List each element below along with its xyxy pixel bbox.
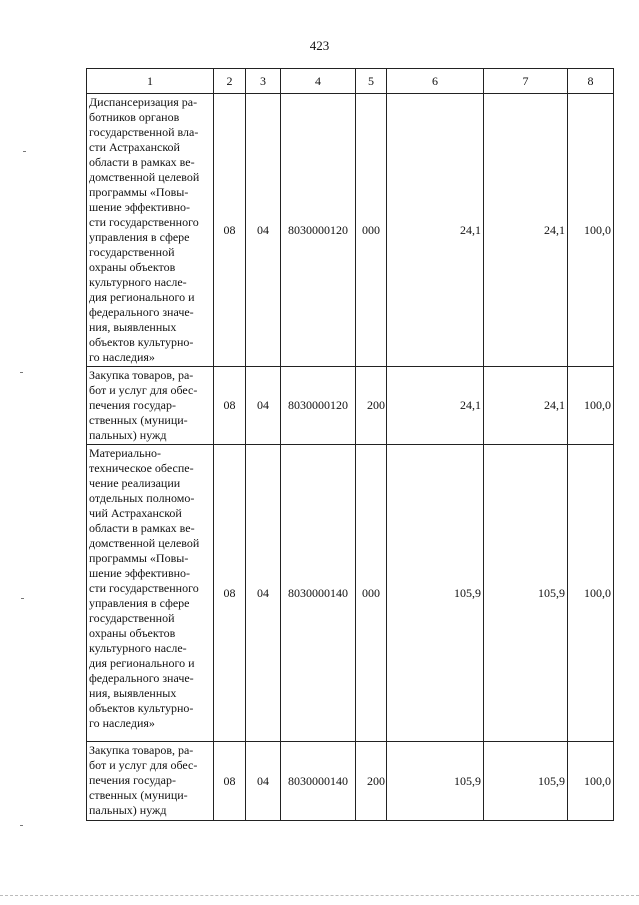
execution-percent: 100,0 <box>568 742 614 821</box>
table-header-row <box>87 69 614 94</box>
target-item-code: 8030000120 <box>281 94 356 367</box>
amount-executed: 105,9 <box>484 742 568 821</box>
section-code: 08 <box>214 94 246 367</box>
target-item-code: 8030000140 <box>281 445 356 742</box>
scan-mark <box>20 372 23 373</box>
execution-percent: 100,0 <box>568 445 614 742</box>
expense-type-code: 200 <box>356 742 387 821</box>
amount-executed: 24,1 <box>484 367 568 445</box>
row-description: Закупка товаров, ра- бот и услуг для обес- печения государ- ственных (муници- пальных) нужд <box>87 367 214 445</box>
amount-executed: 105,9 <box>484 445 568 742</box>
expense-type-code: 000 <box>356 445 387 742</box>
page-bottom-edge <box>0 895 639 896</box>
section-code: 08 <box>214 367 246 445</box>
table-row <box>87 367 614 445</box>
subsection-code: 04 <box>246 367 281 445</box>
amount-planned: 105,9 <box>387 742 484 821</box>
column-header: 8 <box>568 69 614 94</box>
table-row <box>87 445 614 742</box>
row-description: Закупка товаров, ра- бот и услуг для обес- печения государ- ственных (муници- пальных) нужд <box>87 742 214 821</box>
target-item-code: 8030000140 <box>281 742 356 821</box>
row-description: Диспансеризация ра- ботников органов государственной вла- сти Астраханской области в рамках ве- домственной целевой программы «Повы- шение эффективно- сти государственного управления в сфере государственной охраны объектов культурного насле- дия регионального и федерального значе- ния, выявленных объектов культурно- го наследия» <box>87 94 214 367</box>
subsection-code: 04 <box>246 742 281 821</box>
scan-mark <box>20 825 23 826</box>
amount-executed: 24,1 <box>484 94 568 367</box>
subsection-code: 04 <box>246 94 281 367</box>
column-header: 7 <box>484 69 568 94</box>
scan-mark <box>23 151 26 152</box>
page-number: 423 <box>309 38 330 53</box>
execution-percent: 100,0 <box>568 367 614 445</box>
scan-mark <box>21 598 24 599</box>
budget-table <box>86 68 614 821</box>
column-header: 5 <box>356 69 387 94</box>
column-header: 6 <box>387 69 484 94</box>
expense-type-code: 000 <box>356 94 387 367</box>
column-header: 4 <box>281 69 356 94</box>
expense-type-code: 200 <box>356 367 387 445</box>
section-code: 08 <box>214 445 246 742</box>
column-header: 2 <box>214 69 246 94</box>
table-row <box>87 94 614 367</box>
amount-planned: 24,1 <box>387 94 484 367</box>
execution-percent: 100,0 <box>568 94 614 367</box>
amount-planned: 105,9 <box>387 445 484 742</box>
column-header: 1 <box>87 69 214 94</box>
row-description: Материально- техническое обеспе- чение реализации отдельных полномо- чий Астраханской области в рамках ве- домственной целевой программы «Повы- шение эффективно- сти государственного управления в сфере государственной охраны объектов культурного насле- дия регионального и федерального значе- ния, выявленных объектов культурно- го наследия» <box>87 445 214 742</box>
subsection-code: 04 <box>246 445 281 742</box>
table-row <box>87 742 614 821</box>
section-code: 08 <box>214 742 246 821</box>
target-item-code: 8030000120 <box>281 367 356 445</box>
column-header: 3 <box>246 69 281 94</box>
amount-planned: 24,1 <box>387 367 484 445</box>
